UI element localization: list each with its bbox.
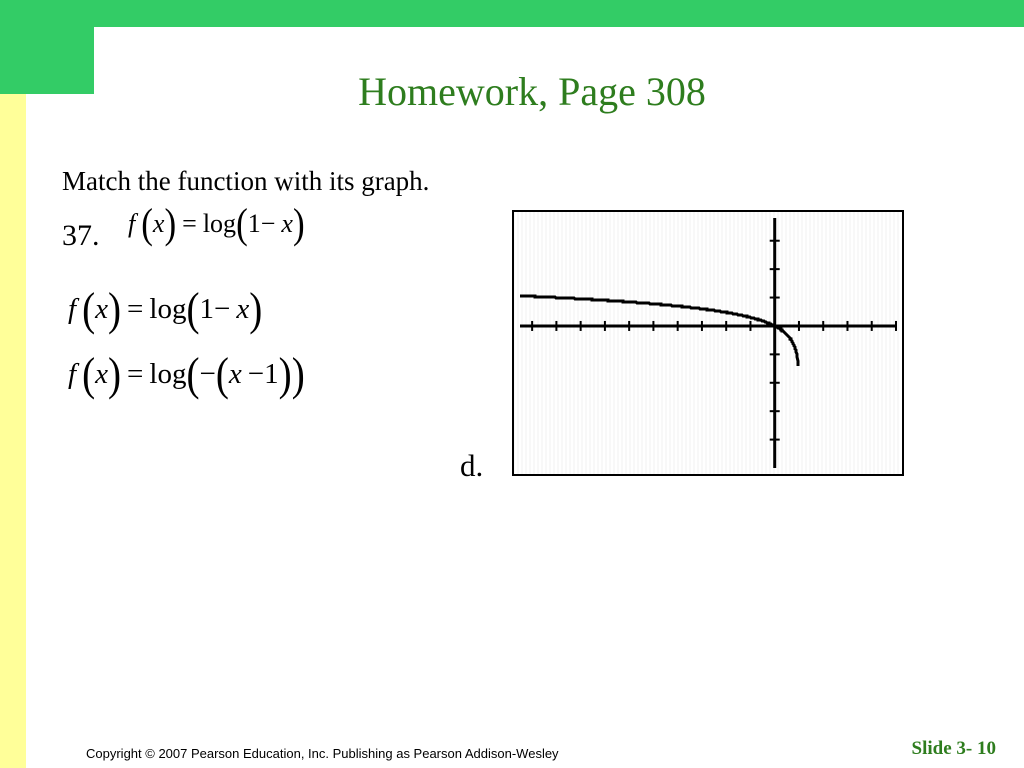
- eq-one: 1: [247, 208, 261, 238]
- eq1-one: 1: [199, 293, 214, 326]
- eq2-equals: =: [127, 358, 144, 391]
- eq-x2: x: [281, 208, 293, 238]
- copyright-text: Copyright © 2007 Pearson Education, Inc. Publishing as Pearson Addison-Wesley: [86, 746, 559, 761]
- eq1-x: x: [95, 293, 108, 326]
- top-accent-bar: [0, 0, 1024, 27]
- eq-log: log: [202, 208, 237, 238]
- eq2-neg: −: [199, 358, 216, 391]
- eq2-one: 1: [264, 358, 279, 391]
- eq1-minus: −: [214, 293, 231, 326]
- eq-equals: =: [182, 208, 197, 238]
- graph-plot: [514, 212, 902, 474]
- instruction-text: Match the function with its graph.: [62, 166, 430, 196]
- eq-f: f: [128, 208, 136, 238]
- eq2-x: x: [95, 358, 108, 391]
- eq2-log: log: [149, 358, 187, 391]
- slide-title: Homework, Page 308: [358, 69, 706, 114]
- answer-letter: d.: [460, 448, 484, 483]
- side-accent-bar: [0, 94, 26, 768]
- eq2-f: f: [68, 358, 77, 391]
- problem-equation: f ( x ) = log ( 1 − x ): [128, 200, 305, 247]
- calculator-graph: [512, 210, 904, 476]
- equation-line-1: f ( x ) = log ( 1 − x ): [68, 283, 263, 336]
- eq1-log: log: [149, 293, 187, 326]
- equation-line-2: f ( x ) = log ( − ( x − 1 ) ): [68, 348, 305, 401]
- eq1-equals: =: [127, 293, 144, 326]
- slide-number: Slide 3- 10: [911, 738, 996, 759]
- problem-number: 37.: [62, 219, 100, 252]
- eq2-x2: x: [228, 358, 242, 391]
- eq-x: x: [152, 208, 165, 238]
- eq1-x2: x: [236, 293, 250, 326]
- eq1-f: f: [68, 293, 77, 326]
- eq2-minus: −: [247, 358, 265, 391]
- eq-minus: −: [260, 208, 276, 238]
